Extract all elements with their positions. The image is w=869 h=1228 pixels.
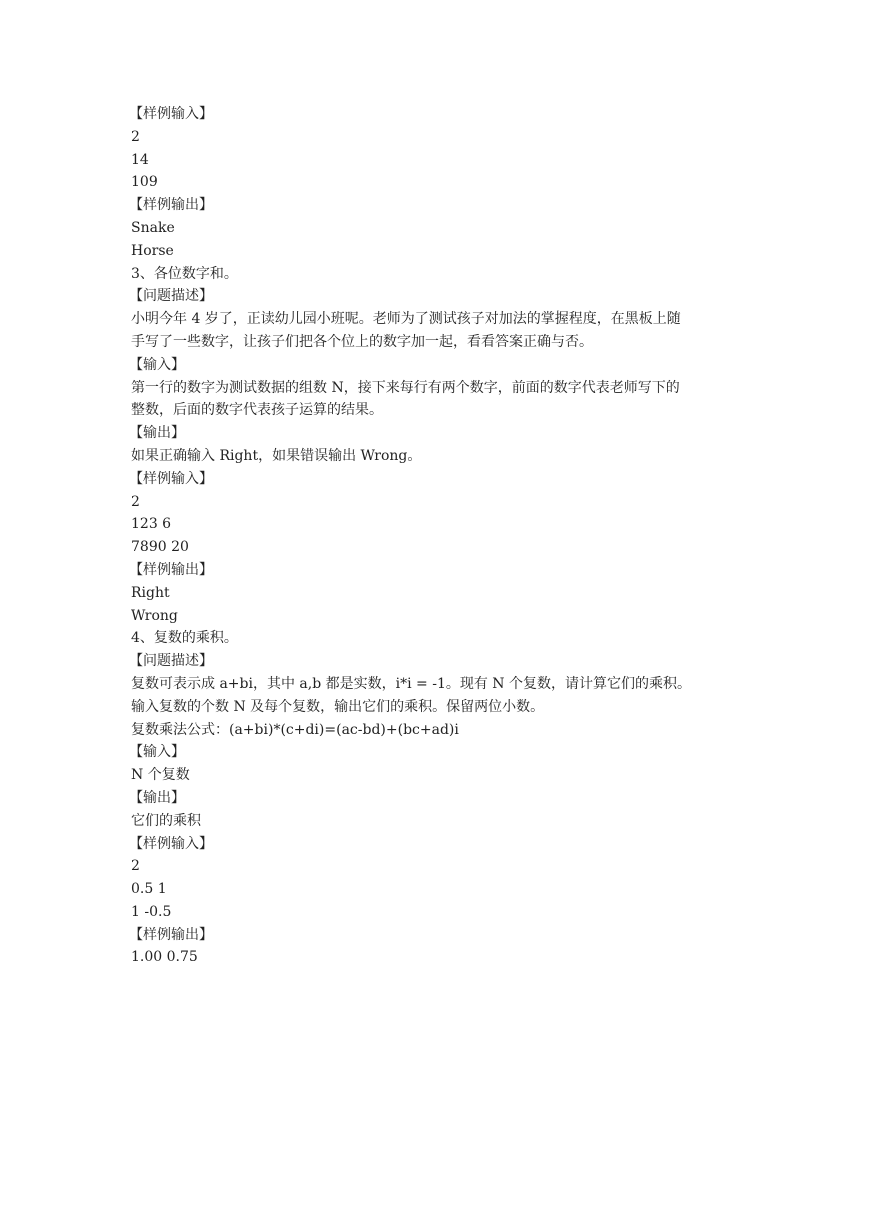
text-line: 2 xyxy=(131,493,140,510)
sample-output-heading: 【样例输出】 xyxy=(129,197,213,214)
text-line: Snake xyxy=(131,219,175,236)
text-line: 2 xyxy=(131,858,140,875)
output-heading: 【输出】 xyxy=(129,425,185,442)
text-line: 整数，后面的数字代表孩子运算的结果。 xyxy=(131,402,383,419)
sample-input-heading: 【样例输入】 xyxy=(129,106,213,122)
input-heading: 【输入】 xyxy=(129,744,185,761)
text-line: 2 xyxy=(131,128,140,145)
text-line: N 个复数 xyxy=(131,767,190,784)
sample-output-heading: 【样例输出】 xyxy=(129,926,213,943)
text-line: 第一行的数字为测试数据的组数 N，接下来每行有两个数字，前面的数字代表老师写下的 xyxy=(131,379,680,396)
text-line: Wrong xyxy=(131,607,178,624)
sample-output-heading: 【样例输出】 xyxy=(129,561,213,578)
text-line: 0.5 1 xyxy=(131,881,167,898)
text-line: 它们的乘积 xyxy=(131,812,201,829)
output-heading: 【输出】 xyxy=(129,789,185,806)
text-line: 1.00 0.75 xyxy=(131,949,198,966)
text-line: 小明今年 4 岁了，正读幼儿园小班呢。老师为了测试孩子对加法的掌握程度，在黑板上随 xyxy=(131,311,681,328)
text-line: 109 xyxy=(131,174,158,191)
sample-input-heading: 【样例输入】 xyxy=(129,470,213,487)
sample-input-heading: 【样例输入】 xyxy=(129,835,213,852)
problem-description-heading: 【问题描述】 xyxy=(129,653,213,670)
text-line: 14 xyxy=(131,151,149,168)
problem-title: 3、各位数字和。 xyxy=(131,265,238,282)
input-heading: 【输入】 xyxy=(129,356,185,373)
text-line: 123 6 xyxy=(131,516,172,533)
problem-description-heading: 【问题描述】 xyxy=(129,288,213,305)
text-line: 输入复数的个数 N 及每个复数，输出它们的乘积。保留两位小数。 xyxy=(131,698,545,715)
text-line: 7890 20 xyxy=(131,539,189,556)
text-line: 如果正确输入 Right，如果错误输出 Wrong。 xyxy=(131,447,422,464)
text-line: 1 -0.5 xyxy=(131,903,172,920)
text-line: 复数可表示成 a+bi，其中 a,b 都是实数，i*i = -1。现有 N 个复数，请计算它们的乘积。 xyxy=(131,675,691,692)
text-line: Right xyxy=(131,584,170,601)
text-line: 复数乘法公式：(a+bi)*(c+di)=(ac-bd)+(bc+ad)i xyxy=(131,721,459,738)
problem-title: 4、复数的乘积。 xyxy=(131,630,238,647)
text-line: Horse xyxy=(131,242,174,259)
text-line: 手写了一些数字，让孩子们把各个位上的数字加一起，看看答案正确与否。 xyxy=(131,333,593,350)
document-body xyxy=(131,103,751,969)
